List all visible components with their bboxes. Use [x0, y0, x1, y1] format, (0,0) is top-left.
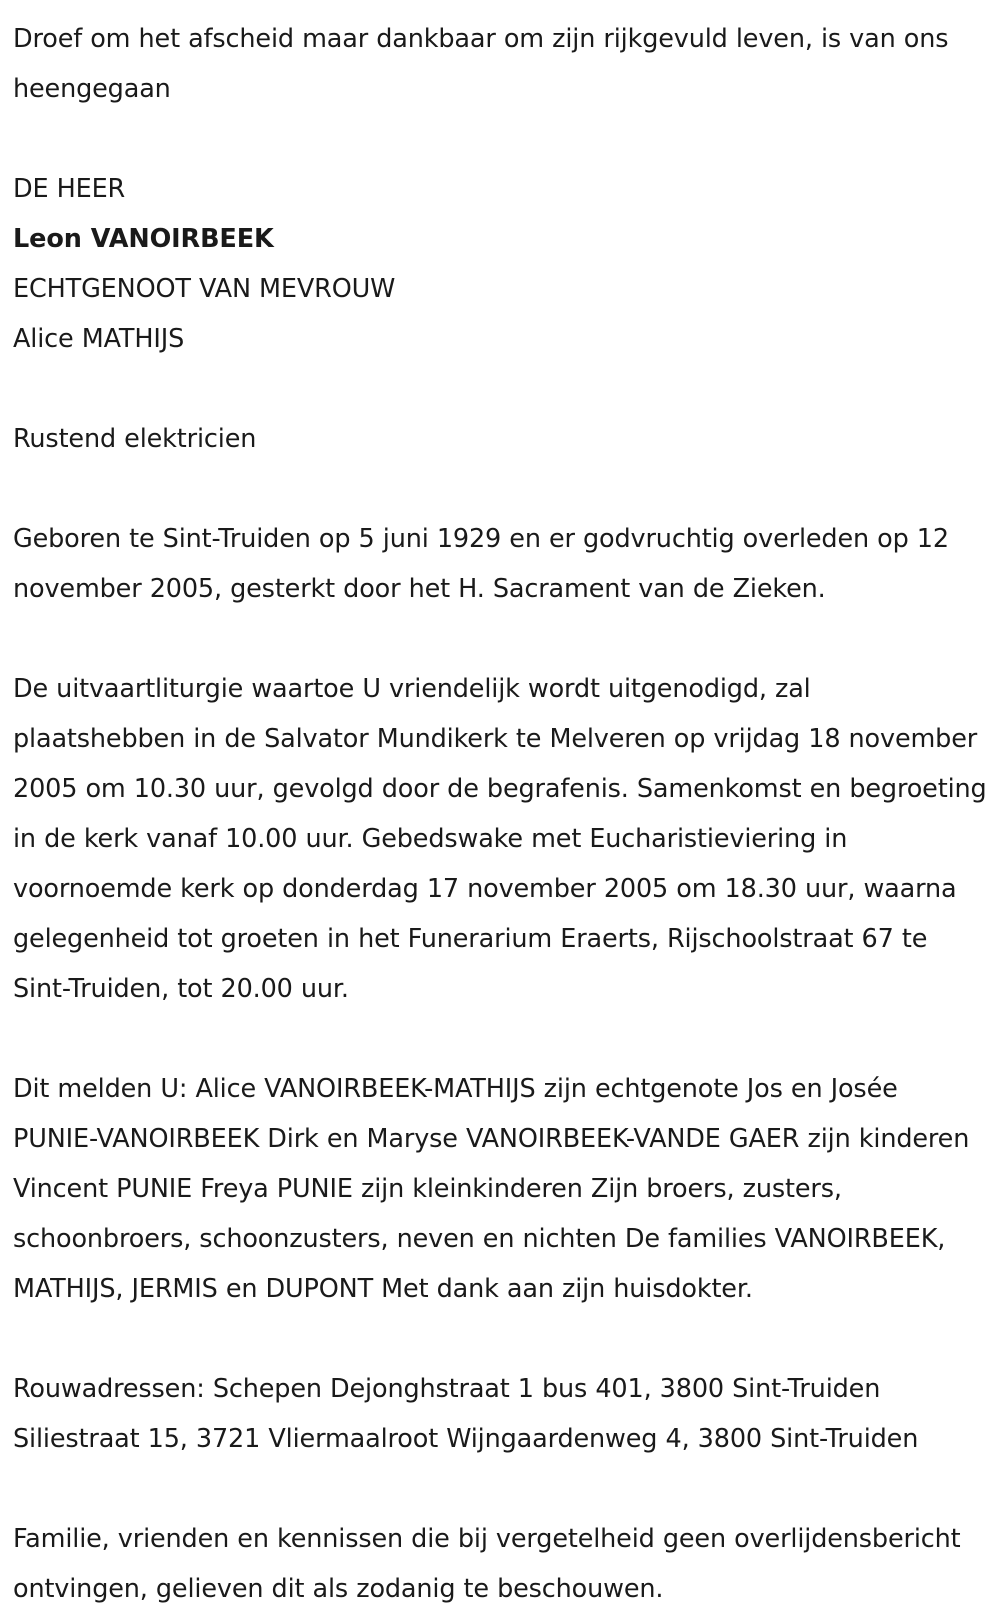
opening-statement: Droef om het afscheid maar dankbaar om zijn rijkgevuld leven, is van ons heengegaan [13, 24, 949, 104]
mourning-address-line-2: Siliestraat 15, 3721 Vliermaalroot Wijngaardenweg 4, 3800 Sint-Truiden [13, 1424, 919, 1454]
announcement-body [13, 14, 988, 1614]
funeral-liturgy-details: De uitvaartliturgie waartoe U vriendelijk wordt uitgenodigd, zal plaatshebben in de Salvator Mundikerk te Melveren op vrijdag 18 november 2005 om 10.30 uur, gevolgd door de begrafenis. Samenkomst en begroeting in de kerk vanaf 10.00 uur. Gebedswake met Eucharistieviering in voornoemde kerk op donderdag 17 november 2005 om 18.30 uur, waarna gelegenheid tot groeten in het Funerarium Eraerts, Rijschoolstraat 67 te Sint-Truiden, tot 20.00 uur. [13, 674, 987, 1004]
spouse-name: Alice MATHIJS [13, 324, 185, 354]
salutation-line: DE HEER [13, 174, 126, 204]
occupation-line: Rustend elektricien [13, 424, 257, 454]
birth-and-death-details: Geboren te Sint-Truiden op 5 juni 1929 en er godvruchtig overleden op 12 november 2005, gesterkt door het H. Sacrament van de Zieken. [13, 524, 949, 604]
general-notice: Familie, vrienden en kennissen die bij vergetelheid geen overlijdensbericht ontvingen, gelieven dit als zodanig te beschouwen. [13, 1524, 961, 1604]
mourning-address-line-1: Rouwadressen: Schepen Dejonghstraat 1 bus 401, 3800 Sint-Truiden [13, 1374, 881, 1404]
spouse-relation-label: ECHTGENOOT VAN MEVROUW [13, 274, 396, 304]
deceased-name: Leon VANOIRBEEK [13, 224, 274, 254]
identity-block [13, 164, 988, 364]
surviving-family-list: Dit melden U: Alice VANOIRBEEK-MATHIJS zijn echtgenote Jos en Josée PUNIE-VANOIRBEEK Dirk en Maryse VANOIRBEEK-VANDE GAER zijn kinderen Vincent PUNIE Freya PUNIE zijn kleinkinderen Zijn broers, zusters, schoonbroers, schoonzusters, neven en nichten De families VANOIRBEEK, MATHIJS, JERMIS en DUPONT Met dank aan zijn huisdokter. [13, 1074, 970, 1304]
mourning-addresses [13, 1364, 988, 1464]
